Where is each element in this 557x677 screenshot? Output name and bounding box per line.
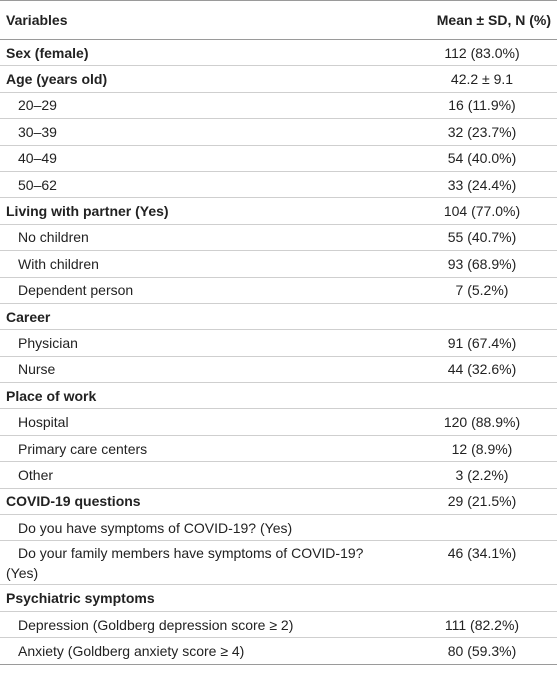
row-value: 16 (11.9%) xyxy=(448,97,516,114)
table-row-no-children xyxy=(0,225,557,251)
row-label: Hospital xyxy=(18,414,69,431)
row-label: Living with partner (Yes) xyxy=(6,203,169,220)
row-value: 54 (40.0%) xyxy=(447,150,517,167)
table-row-psychiatric-symptoms xyxy=(0,585,557,611)
table-row-place-of-work xyxy=(0,383,557,409)
row-value: 32 (23.7%) xyxy=(447,123,517,140)
row-value: 93 (68.9%) xyxy=(447,255,517,272)
row-label: Physician xyxy=(18,334,78,351)
row-label: With children xyxy=(18,255,99,272)
row-label: 50–62 xyxy=(18,176,57,193)
table-row-age-50-62 xyxy=(0,172,557,198)
table-row-dependent-person xyxy=(0,278,557,304)
row-label: Nurse xyxy=(18,361,56,378)
table-row-age-40-49 xyxy=(0,146,557,172)
table-row-career xyxy=(0,304,557,330)
row-value: 120 (88.9%) xyxy=(443,414,521,431)
row-label: 20–29 xyxy=(18,97,57,114)
table-row-family-covid-symptoms xyxy=(0,541,557,585)
table-row-depression xyxy=(0,612,557,638)
row-value: 112 (83.0%) xyxy=(444,44,520,61)
table-row-covid-symptoms xyxy=(0,515,557,541)
table-row-with-children xyxy=(0,251,557,277)
row-value: 3 (2.2%) xyxy=(455,466,509,483)
row-value: 55 (40.7%) xyxy=(447,229,517,246)
row-value: 91 (67.4%) xyxy=(447,334,517,351)
row-label: Age (years old) xyxy=(6,71,108,88)
row-label: Sex (female) xyxy=(6,44,89,61)
row-label: Psychiatric symptoms xyxy=(6,590,155,607)
table-row-physician xyxy=(0,330,557,356)
row-value: 44 (32.6%) xyxy=(447,361,517,378)
table-row-covid-questions xyxy=(0,489,557,515)
table-row-primary-care xyxy=(0,436,557,462)
table-row-anxiety xyxy=(0,638,557,664)
header-variables: Variables xyxy=(6,12,68,28)
row-label: Depression (Goldberg depression score ≥ 2) xyxy=(18,616,294,633)
row-label-line1: Do your family members have symptoms of COVID-19? xyxy=(18,545,364,562)
row-value: 104 (77.0%) xyxy=(443,203,521,220)
row-label-line2: (Yes) xyxy=(6,565,39,582)
row-label: Anxiety (Goldberg anxiety score ≥ 4) xyxy=(18,642,245,659)
row-label: 30–39 xyxy=(18,123,57,140)
table-row-nurse xyxy=(0,357,557,383)
row-label: Dependent person xyxy=(18,282,134,299)
row-value: 33 (24.4%) xyxy=(447,176,517,193)
row-label: COVID-19 questions xyxy=(6,493,141,510)
table-row-age xyxy=(0,66,557,92)
table-row-sex xyxy=(0,40,557,66)
row-label xyxy=(0,543,377,583)
table-row-living-with-partner xyxy=(0,198,557,224)
row-value: 7 (5.2%) xyxy=(455,282,509,299)
row-value: 46 (34.1%) xyxy=(447,545,517,562)
table-row-hospital xyxy=(0,409,557,435)
row-value: 111 (82.2%) xyxy=(444,616,520,633)
row-label: 40–49 xyxy=(18,150,57,167)
row-value: 80 (59.3%) xyxy=(447,642,517,659)
row-label: Place of work xyxy=(6,387,97,404)
row-label: Other xyxy=(18,466,54,483)
row-label: Career xyxy=(6,308,51,325)
table-row-age-30-39 xyxy=(0,119,557,145)
row-value: 29 (21.5%) xyxy=(447,493,517,510)
table-row-age-20-29 xyxy=(0,93,557,119)
row-value: 12 (8.9%) xyxy=(451,440,513,457)
row-value: 42.2 ± 9.1 xyxy=(450,71,514,88)
row-label: Primary care centers xyxy=(18,440,148,457)
table-header xyxy=(0,0,557,40)
row-label: No children xyxy=(18,229,89,246)
table-row-other xyxy=(0,462,557,488)
row-label: Do you have symptoms of COVID-19? (Yes) xyxy=(18,519,293,536)
header-mean-sd: Mean ± SD, N (%) xyxy=(436,12,551,28)
